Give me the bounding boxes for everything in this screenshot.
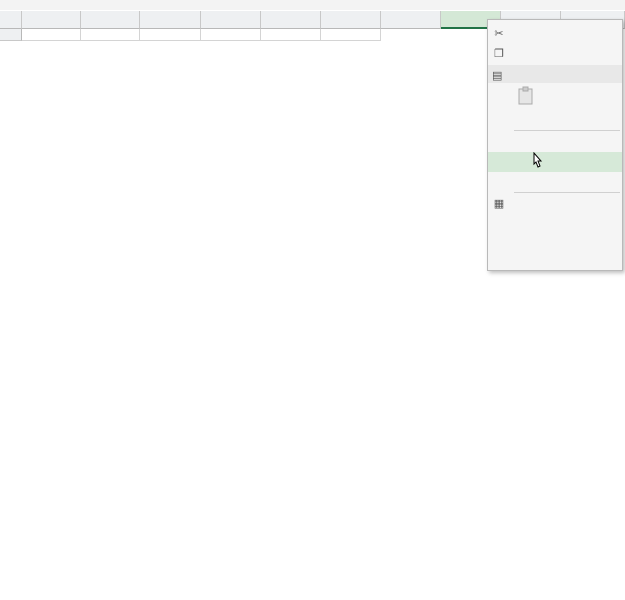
table-cell[interactable]	[140, 29, 201, 41]
paste-icon: ▤	[492, 69, 503, 82]
table-cell[interactable]	[22, 29, 81, 41]
menu-item-copy[interactable]	[488, 44, 622, 64]
column-header[interactable]	[261, 11, 321, 29]
copy-icon: ❐	[494, 47, 504, 60]
menu-item-hide[interactable]	[488, 234, 622, 254]
table-cell[interactable]	[321, 29, 381, 41]
row-header[interactable]	[0, 29, 22, 41]
menu-item-col-width[interactable]	[488, 214, 622, 234]
context-menu	[487, 19, 623, 271]
table-cell[interactable]	[201, 29, 261, 41]
column-header[interactable]	[81, 11, 140, 29]
table-cell[interactable]	[81, 29, 140, 41]
clipboard-icon[interactable]	[516, 86, 536, 106]
menu-item-format-cells[interactable]	[488, 194, 622, 214]
menu-item-cut[interactable]	[488, 24, 622, 44]
menu-separator	[514, 130, 620, 131]
menu-item-clear[interactable]	[488, 172, 622, 192]
column-header[interactable]	[381, 11, 441, 29]
column-header[interactable]	[321, 11, 381, 29]
column-header[interactable]	[140, 11, 201, 29]
column-header[interactable]	[201, 11, 261, 29]
menu-item-delete[interactable]	[488, 152, 622, 172]
paste-options-header	[488, 65, 622, 83]
menu-item-insert[interactable]	[488, 132, 622, 152]
menu-item-unhide[interactable]	[488, 252, 622, 272]
scissors-icon: ✂	[494, 27, 504, 40]
watermark	[478, 548, 618, 592]
format-cells-icon: ▦	[493, 197, 505, 210]
table-cell[interactable]	[261, 29, 321, 41]
mouse-cursor-icon	[530, 152, 544, 170]
menu-item-paste-special[interactable]	[488, 108, 622, 128]
column-header[interactable]	[22, 11, 81, 29]
select-all-corner[interactable]	[0, 11, 22, 29]
menu-separator	[514, 192, 620, 193]
